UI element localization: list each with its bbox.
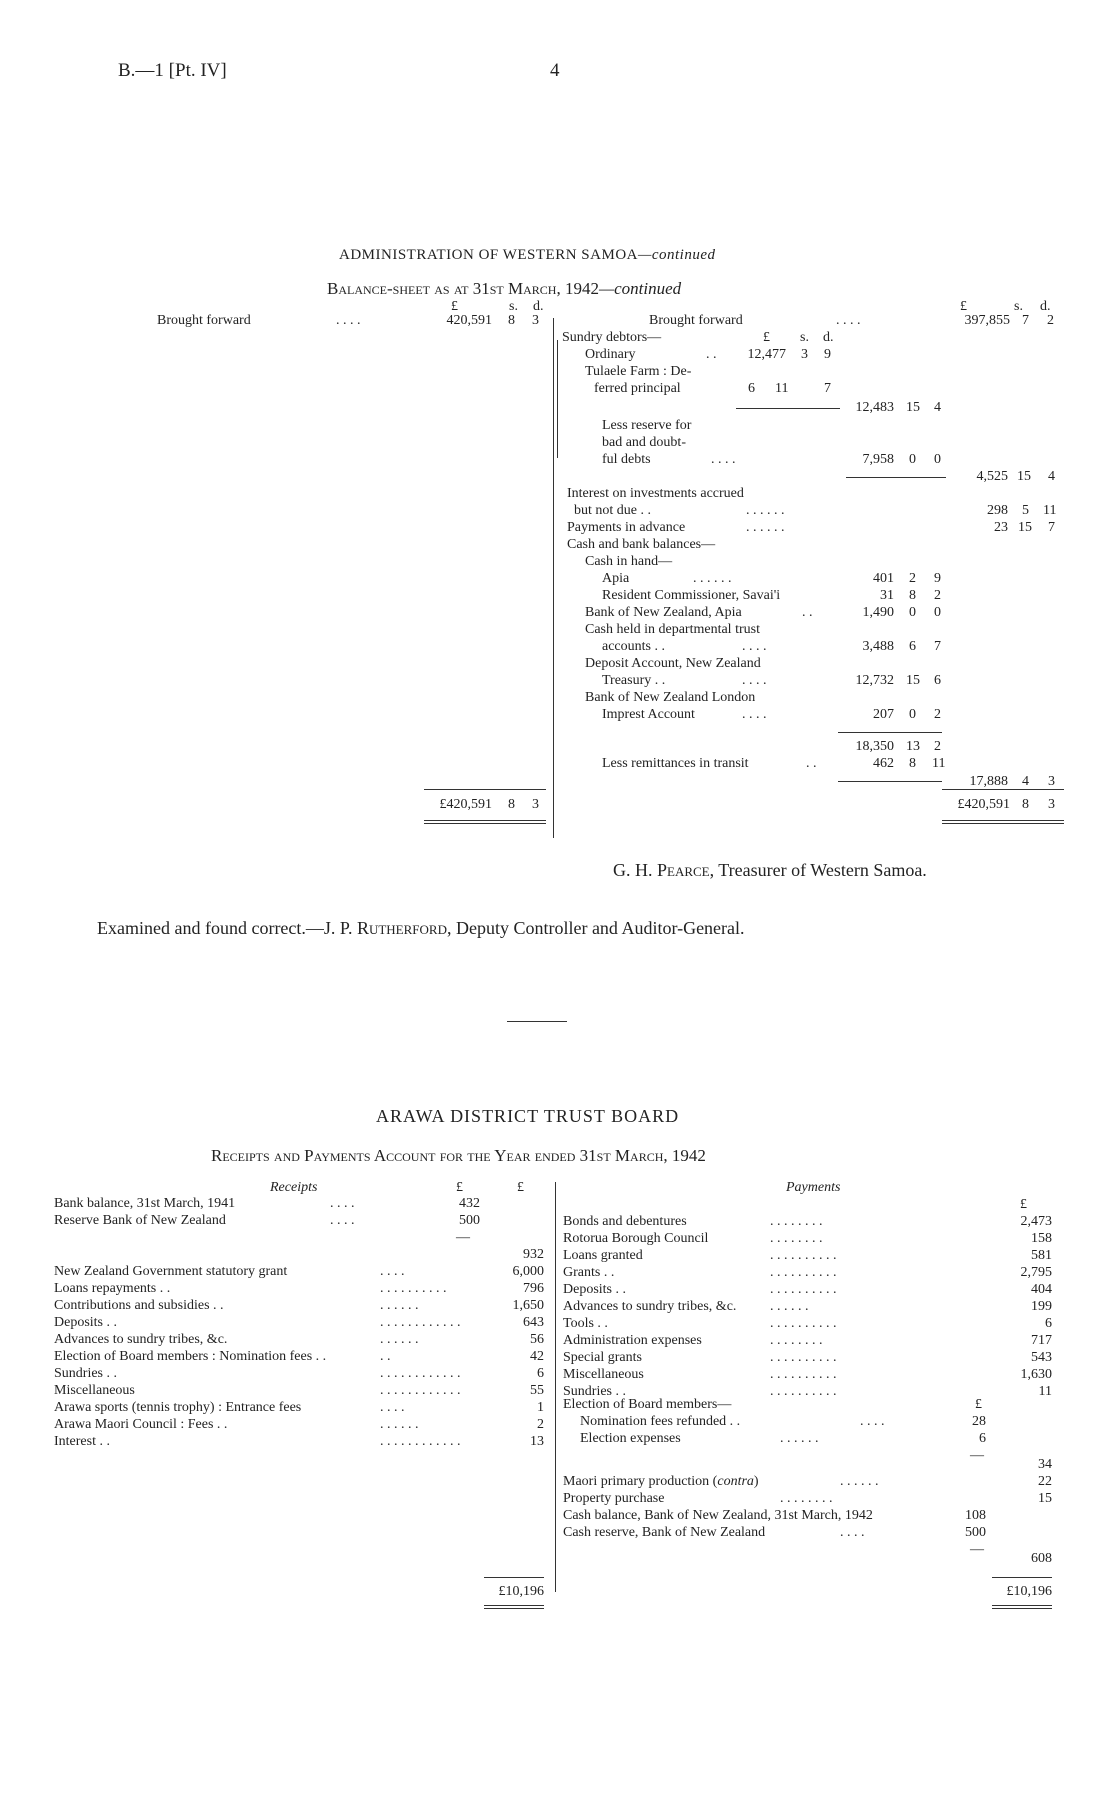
bnz-apia-d: 0 [934,605,941,620]
left-brought-forward: Brought forward [157,313,251,328]
cash-subtotal-d: 2 [934,739,941,754]
payments-advance-d: 7 [1048,520,1055,535]
payment-cash-balance-label: Cash balance, Bank of New Zealand, 31st March, 1942 [563,1508,873,1523]
receipt-row-label: Advances to sundry tribes, &c. [54,1332,228,1347]
payment-nomination-dots: . . . . [860,1414,885,1429]
payment-row-label: Special grants [563,1350,642,1365]
section-divider [507,1021,567,1022]
payment-maori-dots: . . . . . . [840,1474,879,1489]
right-total-rule [942,789,1064,790]
reserve-pound: 7,958 [862,452,894,467]
ordinary-s: 3 [801,347,808,362]
left-pound-header: £ [451,299,458,314]
tulaele-pound: 6 [748,381,755,396]
payments-double-rule-2 [992,1608,1052,1609]
payments-advance-pound: 23 [994,520,1008,535]
payment-row-dots: . . . . . . . . . . [770,1265,837,1280]
ordinary-label: Ordinary [585,347,636,362]
auditor-statement: Examined and found correct.—J. P. Rutherford, Deputy Controller and Auditor-General. [97,918,745,938]
deposit-account-s: 15 [906,673,920,688]
apia-d: 9 [934,571,941,586]
payment-cash-reserve-value: 500 [965,1525,986,1540]
remittances-s: 8 [909,756,916,771]
payment-row-dots: . . . . . . . . [770,1214,823,1229]
receipt-row-value: 1,650 [512,1298,544,1313]
left-double-rule-1 [424,820,546,821]
ordinary-pound: 12,477 [747,347,786,362]
receipt-row-dots: . . . . . . . . . . . . [380,1383,461,1398]
payment-row-label: Loans granted [563,1248,643,1263]
receipt-subtotal-value: 932 [523,1247,544,1262]
payment-row-value: 2,473 [1020,1214,1052,1229]
right-total-s: 8 [1022,797,1029,812]
london-imprest-label-2: Imprest Account [602,707,695,722]
sundry-d-header: d. [823,330,834,345]
bnz-apia-dots: . . [802,605,813,620]
left-bf-pound: 420,591 [446,313,492,328]
payment-nomination-label: Nomination fees refunded . . [580,1414,741,1429]
payment-property-value: 15 [1038,1491,1052,1506]
deposit-account-label-2: Treasury . . [602,673,666,688]
receipt-row-value: 6 [537,1366,544,1381]
right-bf-dots: . . . . [836,313,861,328]
payment-row-dots: . . . . . . . . . . [770,1350,837,1365]
deposit-account-label-1: Deposit Account, New Zealand [585,656,761,671]
receipt-reserve-value: 500 [459,1213,480,1228]
right-pound-header: £ [960,299,967,314]
resident-commissioner-s: 8 [909,588,916,603]
deposit-account-dots: . . . . [742,673,767,688]
receipt-row-dots: . . . . . . [380,1298,419,1313]
payment-property-label: Property purchase [563,1491,665,1506]
right-brought-forward: Brought forward [649,313,743,328]
receipt-row-dots: . . . . . . . . . . . . [380,1315,461,1330]
cash-net-rule [838,781,942,782]
receipts-total: £10,196 [498,1584,544,1599]
receipt-row-value: 56 [530,1332,544,1347]
receipt-row-label: Interest . . [54,1434,110,1449]
reserve-label-2: bad and doubt- [602,435,686,450]
receipt-row-dots: . . . . [380,1400,405,1415]
receipt-reserve-label: Reserve Bank of New Zealand [54,1213,226,1228]
remittances-dots: . . [806,756,817,771]
interest-pound: 298 [987,503,1008,518]
payments-advance-dots: . . . . . . [746,520,785,535]
receipt-row-label: New Zealand Government statutory grant [54,1264,288,1279]
left-total-d: 3 [532,797,539,812]
sundry-pound-header: £ [763,330,770,345]
interest-label-1: Interest on investments accrued [567,486,744,501]
bnz-apia-pound: 1,490 [862,605,894,620]
payment-row-value: 2,795 [1020,1265,1052,1280]
arawa-subtitle: Receipts and Payments Account for the Year ended 31st March, 1942 [211,1146,706,1165]
resident-commissioner-pound: 31 [880,588,894,603]
payment-row-label: Sundries . . [563,1384,626,1399]
treasurer-signature: G. H. Pearce, Treasurer of Western Samoa. [613,860,927,880]
debtors-subtotal-d: 4 [934,400,941,415]
left-d-header: d. [533,299,544,314]
receipt-row-value: 796 [523,1281,544,1296]
page-number: 4 [550,60,560,81]
receipt-row-label: Election of Board members : Nomination fees . . [54,1349,327,1364]
cash-subtotal-pound: 18,350 [855,739,894,754]
payment-election-expenses-dots: . . . . . . [780,1431,819,1446]
trust-accounts-s: 6 [909,639,916,654]
deposit-account-d: 6 [934,673,941,688]
tulaele-d: 7 [824,381,831,396]
trust-accounts-label-2: accounts . . [602,639,665,654]
payment-row-dots: . . . . . . [770,1299,809,1314]
payment-row-dots: . . . . . . . . . . [770,1367,837,1382]
right-d-header: d. [1040,299,1051,314]
receipts-col1-header: £ [456,1180,463,1195]
tulaele-label-1: Tulaele Farm : De- [585,364,692,379]
payment-row-value: 1,630 [1020,1367,1052,1382]
london-imprest-d: 2 [934,707,941,722]
receipt-row-label: Arawa sports (tennis trophy) : Entrance fees [54,1400,302,1415]
payment-nomination-value: 28 [972,1414,986,1429]
receipt-row-value: 2 [537,1417,544,1432]
payment-row-dots: . . . . . . . . . . [770,1384,837,1399]
net-debtors-pound: 4,525 [976,469,1008,484]
cash-subtotal-s: 13 [906,739,920,754]
sundry-s-header: s. [800,330,809,345]
right-bf-s: 7 [1022,313,1029,328]
trust-accounts-d: 7 [934,639,941,654]
tulaele-label-2: ferred principal [594,381,681,396]
receipts-double-rule-1 [484,1605,544,1606]
right-total-d: 3 [1048,797,1055,812]
receipt-row-value: 6,000 [512,1264,544,1279]
payment-cash-total: 608 [1031,1551,1052,1566]
left-bf-s: 8 [508,313,515,328]
payment-maori-value: 22 [1038,1474,1052,1489]
interest-dots: . . . . . . [746,503,785,518]
debtors-subtotal-pound: 12,483 [855,400,894,415]
payment-cash-dash: — [970,1542,984,1557]
bnz-apia-label: Bank of New Zealand, Apia [585,605,742,620]
remittances-label: Less remittances in transit [602,756,749,771]
right-total-pound: £420,591 [957,797,1010,812]
net-debtors-s: 15 [1017,469,1031,484]
payments-double-rule-1 [992,1605,1052,1606]
receipts-heading: Receipts [270,1180,318,1195]
right-double-rule-1 [942,820,1064,821]
receipt-row-label: Contributions and subsidies . . [54,1298,224,1313]
trust-accounts-pound: 3,488 [862,639,894,654]
cash-net-pound: 17,888 [969,774,1008,789]
payment-cash-reserve-dots: . . . . [840,1525,865,1540]
document-reference: B.—1 [Pt. IV] [118,60,227,81]
receipt-row-label: Arawa Maori Council : Fees . . [54,1417,228,1432]
payment-row-label: Miscellaneous [563,1367,644,1382]
payments-advance-s: 15 [1018,520,1032,535]
payment-row-dots: . . . . . . . . [770,1231,823,1246]
receipt-row-dots: . . . . . . [380,1417,419,1432]
right-bf-pound: 397,855 [964,313,1010,328]
left-total-s: 8 [508,797,515,812]
payment-row-label: Deposits . . [563,1282,626,1297]
payment-row-dots: . . . . . . . . . . [770,1282,837,1297]
balance-sheet-divider [553,318,554,838]
receipt-row-dots: . . . . . . . . . . . . [380,1366,461,1381]
receipt-row-label: Sundries . . [54,1366,117,1381]
left-total-pound: £420,591 [439,797,492,812]
payments-total: £10,196 [1006,1584,1052,1599]
left-bf-dots: . . . . [336,313,361,328]
payment-row-value: 543 [1031,1350,1052,1365]
left-double-rule-2 [424,823,546,824]
payment-row-value: 6 [1045,1316,1052,1331]
payment-election-label: Election of Board members— [563,1397,732,1412]
receipt-row-value: 42 [530,1349,544,1364]
receipt-row-dots: . . . . . . [380,1332,419,1347]
right-s-header: s. [1014,299,1023,314]
london-imprest-label-1: Bank of New Zealand London [585,690,756,705]
remittances-d: 11 [932,756,946,771]
payment-row-dots: . . . . . . . . [770,1333,823,1348]
cash-bank-label: Cash and bank balances— [567,537,716,552]
trust-accounts-label-1: Cash held in departmental trust [585,622,760,637]
reserve-label-1: Less reserve for [602,418,692,433]
receipts-col2-header: £ [517,1180,524,1195]
receipt-bank-balance-value: 432 [459,1196,480,1211]
interest-d: 11 [1043,503,1057,518]
london-imprest-dots: . . . . [742,707,767,722]
samoa-subtitle: Balance-sheet as at 31st March, 1942—continued [327,279,682,298]
trust-accounts-dots: . . . . [742,639,767,654]
receipt-row-label: Miscellaneous [54,1383,135,1398]
receipt-row-value: 643 [523,1315,544,1330]
payment-row-value: 717 [1031,1333,1052,1348]
payment-election-dash: — [970,1448,984,1463]
receipt-row-dots: . . . . . . . . . . . . [380,1434,461,1449]
receipt-row-label: Deposits . . [54,1315,117,1330]
debtors-subtotal-rule [736,408,840,409]
payments-heading: Payments [786,1180,841,1195]
arawa-title: ARAWA DISTRICT TRUST BOARD [376,1106,680,1126]
apia-label: Apia [602,571,630,586]
receipt-row-label: Loans repayments . . [54,1281,171,1296]
payments-col-header: £ [1020,1197,1027,1212]
receipt-row-dots: . . [380,1349,391,1364]
payment-row-value: 11 [1038,1384,1052,1399]
payments-total-rule [992,1577,1052,1578]
left-bf-d: 3 [532,313,539,328]
sundry-bracket [557,340,558,458]
reserve-d: 0 [934,452,941,467]
bnz-apia-s: 0 [909,605,916,620]
resident-commissioner-d: 2 [934,588,941,603]
cash-subtotal-rule [838,732,942,733]
net-debtors-rule [846,477,946,478]
london-imprest-pound: 207 [873,707,894,722]
payment-row-label: Bonds and debentures [563,1214,687,1229]
receipt-bank-balance-label: Bank balance, 31st March, 1941 [54,1196,236,1211]
net-debtors-d: 4 [1048,469,1055,484]
payment-property-dots: . . . . . . . . [780,1491,833,1506]
samoa-title: ADMINISTRATION OF WESTERN SAMOA—continued [339,247,716,263]
payment-election-expenses-value: 6 [979,1431,986,1446]
apia-pound: 401 [873,571,894,586]
reserve-label-3: ful debts [602,452,651,467]
payment-row-value: 158 [1031,1231,1052,1246]
payment-row-label: Grants . . [563,1265,615,1280]
receipt-subtotal-dash: — [456,1230,470,1245]
payment-row-dots: . . . . . . . . . . [770,1316,837,1331]
cash-net-d: 3 [1048,774,1055,789]
right-double-rule-2 [942,823,1064,824]
account-divider [555,1182,556,1592]
left-total-rule [424,789,546,790]
payment-row-value: 404 [1031,1282,1052,1297]
remittances-pound: 462 [873,756,894,771]
payment-election-header: £ [975,1397,982,1412]
receipt-row-dots: . . . . . . . . . . [380,1281,447,1296]
payment-cash-balance-value: 108 [965,1508,986,1523]
payment-cash-reserve-label: Cash reserve, Bank of New Zealand [563,1525,766,1540]
ordinary-d: 9 [824,347,831,362]
interest-label-2: but not due . . [574,503,651,518]
ordinary-dots: . . [706,347,717,362]
apia-dots: . . . . . . [693,571,732,586]
receipt-row-value: 13 [530,1434,544,1449]
sundry-debtors-label: Sundry debtors— [562,330,662,345]
debtors-subtotal-s: 15 [906,400,920,415]
left-s-header: s. [509,299,518,314]
cash-in-hand-label: Cash in hand— [585,554,673,569]
receipts-double-rule-2 [484,1608,544,1609]
receipt-row-value: 55 [530,1383,544,1398]
payment-election-total: 34 [1038,1457,1052,1472]
resident-commissioner-label: Resident Commissioner, Savai'i [602,588,781,603]
receipt-row-value: 1 [537,1400,544,1415]
receipt-bank-balance-dots: . . . . [330,1196,355,1211]
deposit-account-pound: 12,732 [855,673,894,688]
apia-s: 2 [909,571,916,586]
payment-row-dots: . . . . . . . . . . [770,1248,837,1263]
receipt-reserve-dots: . . . . [330,1213,355,1228]
payment-row-label: Tools . . [563,1316,608,1331]
london-imprest-s: 0 [909,707,916,722]
payment-row-value: 199 [1031,1299,1052,1314]
payment-row-label: Rotorua Borough Council [563,1231,709,1246]
payment-maori-label: Maori primary production (contra) [563,1474,759,1489]
tulaele-s: 11 [775,381,789,396]
payment-row-value: 581 [1031,1248,1052,1263]
receipts-total-rule [484,1577,544,1578]
reserve-s: 0 [909,452,916,467]
payment-row-label: Advances to sundry tribes, &c. [563,1299,737,1314]
interest-s: 5 [1022,503,1029,518]
cash-net-s: 4 [1022,774,1029,789]
payments-advance-label: Payments in advance [567,520,686,535]
right-bf-d: 2 [1047,313,1054,328]
reserve-dots: . . . . [711,452,736,467]
receipt-row-dots: . . . . [380,1264,405,1279]
payment-election-expenses-label: Election expenses [580,1431,681,1446]
payment-row-label: Administration expenses [563,1333,702,1348]
